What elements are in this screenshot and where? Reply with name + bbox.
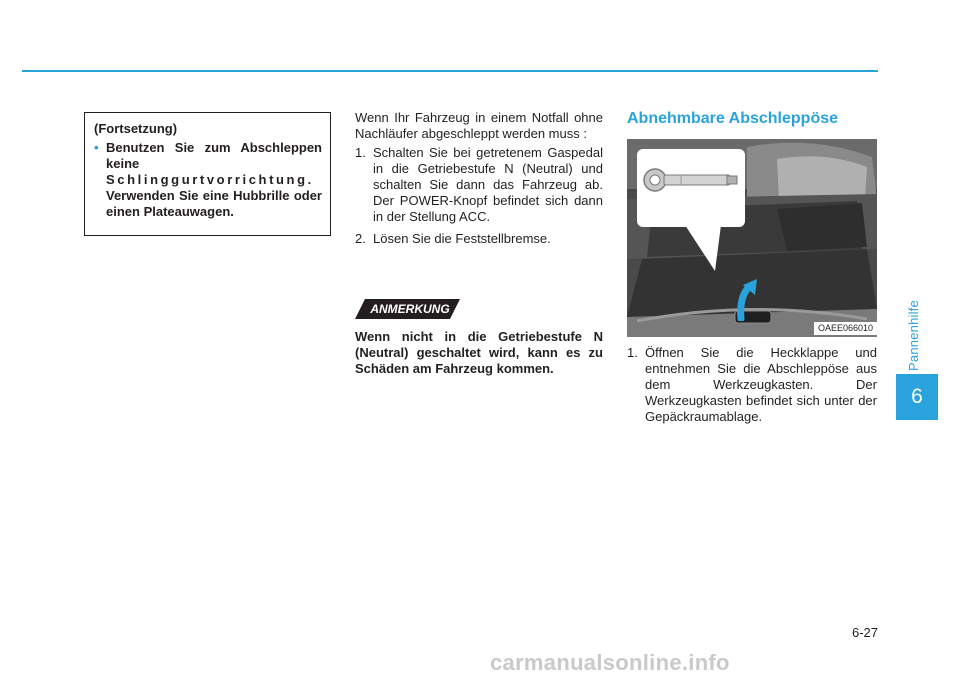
note-badge bbox=[355, 299, 460, 319]
step-number: 2. bbox=[355, 231, 366, 246]
chapter-number: 6 bbox=[911, 385, 923, 408]
cargo-area-illustration bbox=[627, 139, 877, 337]
towing-steps bbox=[355, 145, 603, 247]
curved-arrow-icon bbox=[733, 279, 763, 321]
chapter-tab-label bbox=[898, 300, 928, 370]
step-item bbox=[355, 145, 603, 225]
figure-code: OAEE066010 bbox=[814, 322, 877, 335]
callout-pointer bbox=[685, 225, 725, 271]
step-text: Schalten Sie bei getretenem Gaspedal in die Getriebestufe N (Neutral) und schalten Sie dann das Fahrzeug ab. Der POWER-Knopf befindet sich dann in der Stellung ACC. bbox=[373, 145, 603, 224]
chapter-title: Pannenhilfe bbox=[905, 299, 921, 371]
step-text: Öffnen Sie die Heckklappe und entnehmen Sie die Abschleppöse aus dem Werkzeugkasten. Der Werkzeugkasten befindet sich unter der Gepäckraumablage. bbox=[645, 345, 877, 424]
caution-line-1: Benutzen Sie zum Abschleppen keine bbox=[106, 140, 322, 171]
header-rule bbox=[22, 70, 878, 72]
step-item bbox=[355, 231, 603, 247]
caution-bullet-item bbox=[94, 140, 322, 220]
note-text: Wenn nicht in die Getriebestufe N (Neutral) geschaltet wird, kann es zu Schäden am Fahrzeug kommen. bbox=[355, 329, 603, 376]
watermark: carmanualsonline.info bbox=[490, 650, 730, 675]
towing-intro: Wenn Ihr Fahrzeug in einem Notfall ohne Nachläufer abgeschleppt werden muss : bbox=[355, 110, 603, 141]
column-2 bbox=[355, 110, 603, 253]
caution-heading: (Fortsetzung) bbox=[94, 121, 178, 136]
caution-line-2: Schlinggurtvorrichtung. bbox=[106, 172, 314, 187]
caution-box bbox=[84, 112, 331, 236]
towing-eye-icon bbox=[641, 167, 741, 193]
bullet-icon: • bbox=[94, 140, 99, 155]
page-number: 6-27 bbox=[851, 625, 878, 640]
step-text: Lösen Sie die Feststellbremse. bbox=[373, 231, 551, 246]
note-label: ANMERKUNG bbox=[370, 302, 450, 316]
step-number: 1. bbox=[627, 345, 638, 360]
step-item bbox=[627, 345, 877, 425]
eye-removal-steps bbox=[627, 345, 877, 425]
caution-line-3: Verwenden Sie eine Hubbrille oder einen Plateauwagen. bbox=[106, 188, 322, 219]
step-number: 1. bbox=[355, 145, 366, 160]
chapter-tab[interactable] bbox=[896, 374, 938, 420]
section-title: Abnehmbare Abschleppöse bbox=[627, 110, 839, 127]
